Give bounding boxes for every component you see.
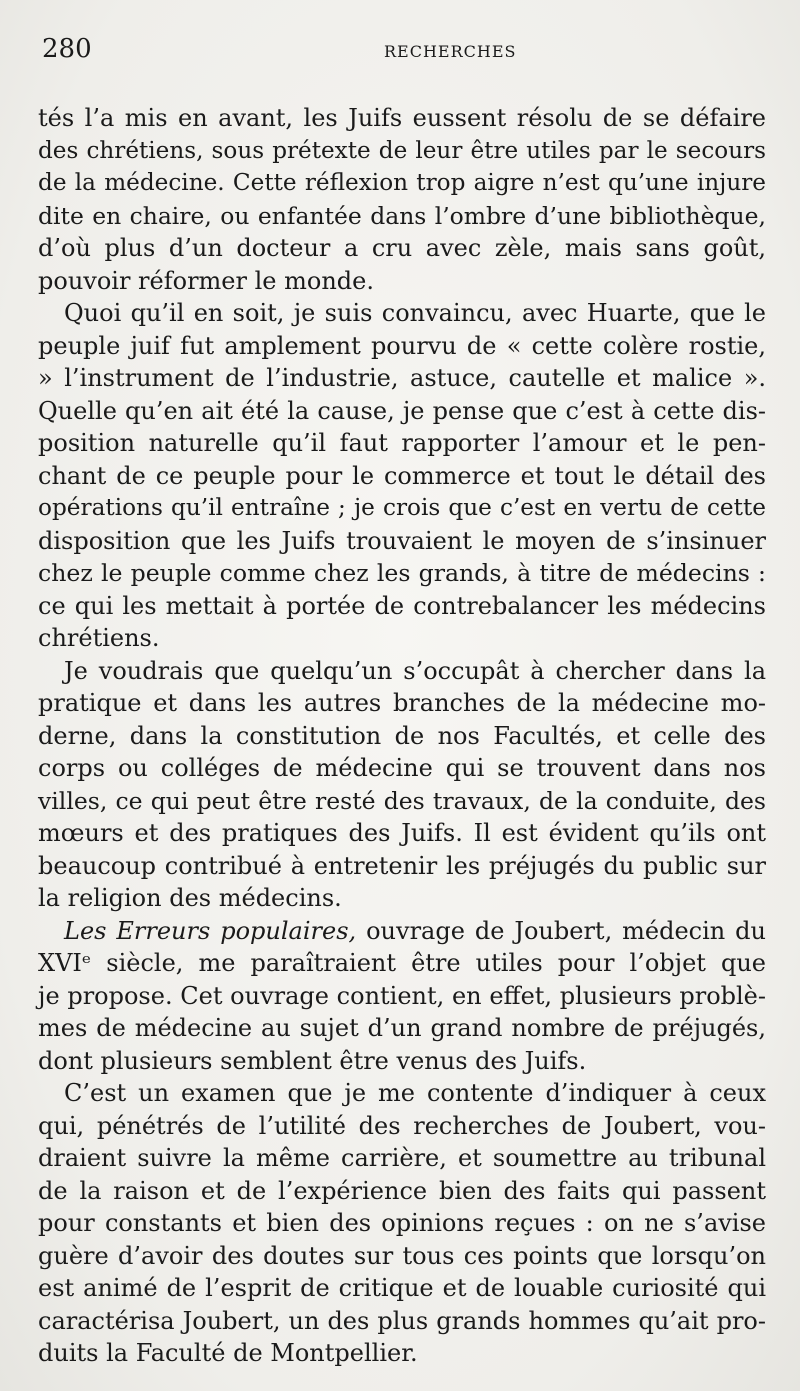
text-line: Quoi qu’il en soit, je suis convaincu, avec Huarte, que le: [64, 299, 766, 327]
paragraph-1: [38, 102, 766, 297]
text-line: beaucoup contribué à entretenir les préjugés du public sur: [38, 851, 766, 880]
text-line: Quelle qu’en ait été la cause, je pense que c’est à cette dis-: [38, 396, 766, 425]
text-line: de la médecine. Cette réflexion trop aigre n’est qu’une injure: [38, 170, 766, 196]
text-line: ce qui les mettait à portée de contrebalancer les médecins: [38, 591, 766, 620]
text-line: draient suivre la même carrière, et soumettre au tribunal: [38, 1144, 766, 1172]
running-head: [38, 34, 766, 74]
page-number: 280: [42, 34, 92, 64]
book-title: Les Erreurs populaires,: [64, 916, 357, 945]
text-line: tés l’a mis en avant, les Juifs eussent résolu de se défaire: [38, 104, 766, 132]
paragraph-4: [38, 915, 766, 1078]
text-line: pratique et dans les autres branches de la médecine mo-: [38, 689, 766, 717]
text-line: position naturelle qu’il faut rapporter l’amour et le pen-: [38, 429, 766, 457]
text-line: guère d’avoir des doutes sur tous ces points que lorsqu’on: [38, 1241, 766, 1270]
paragraph-5: [38, 1077, 766, 1370]
text-line: est animé de l’esprit de critique et de louable curiosité qui: [38, 1274, 766, 1302]
paragraph-2: [38, 297, 766, 655]
text-line: corps ou colléges de médecine qui se trouvent dans nos: [38, 754, 766, 782]
text-line: des chrétiens, sous prétexte de leur être utiles par le secours: [38, 137, 766, 164]
text-line: pouvoir réformer le monde.: [38, 266, 374, 295]
running-title: RECHERCHES: [384, 42, 517, 61]
text-line: duits la Faculté de Montpellier.: [38, 1339, 418, 1367]
text-line: chez le peuple comme chez les grands, à titre de médecins :: [38, 559, 766, 587]
text-line: de la raison et de l’expérience bien des faits qui passent: [38, 1176, 766, 1205]
text-line: caractérisa Joubert, un des plus grands hommes qu’ait pro-: [38, 1306, 766, 1335]
text-line: pour constants et bien des opinions reçues : on ne s’avise: [38, 1209, 766, 1237]
text-line: chant de ce peuple pour le commerce et tout le détail des: [38, 461, 766, 490]
text-line: chrétiens.: [38, 624, 160, 652]
text-line: C’est un examen que je me contente d’indiquer à ceux: [64, 1079, 766, 1107]
text-line: Je voudrais que quelqu’un s’occupât à chercher dans la: [64, 656, 766, 685]
text-line: dite en chaire, ou enfantée dans l’ombre d’une bibliothèque,: [38, 201, 766, 230]
text-line: opérations qu’il entraîne ; je crois que c’est en vertu de cette: [38, 494, 766, 521]
text-line: dont plusieurs semblent être venus des Juifs.: [38, 1046, 587, 1075]
text-fragment: ouvrage de Joubert, médecin du: [356, 916, 766, 945]
body-text: [38, 102, 766, 1370]
text-line: disposition que les Juifs trouvaient le moyen de s’insinuer: [38, 526, 766, 555]
text-line: mes de médecine au sujet d’un grand nombre de préjugés,: [38, 1014, 766, 1042]
text-line: la religion des médecins.: [38, 884, 342, 912]
paragraph-3: [38, 655, 766, 915]
text-line: derne, dans la constitution de nos Facultés, et celle des: [38, 721, 766, 750]
text-line: peuple juif fut amplement pourvu de « cette colère rostie,: [38, 331, 766, 360]
text-line: XVIᵉ siècle, me paraîtraient être utiles pour l’objet que: [38, 949, 766, 977]
text-line: mœurs et des pratiques des Juifs. Il est évident qu’ils ont: [38, 819, 766, 847]
text-line: [38, 915, 766, 948]
text-line: je propose. Cet ouvrage contient, en effet, plusieurs problè-: [38, 981, 766, 1010]
text-line: » l’instrument de l’industrie, astuce, cautelle et malice ».: [38, 364, 766, 392]
text-line: d’où plus d’un docteur a cru avec zèle, mais sans goût,: [38, 234, 766, 262]
text-line: qui, pénétrés de l’utilité des recherches de Joubert, vou-: [38, 1111, 766, 1140]
text-line: villes, ce qui peut être resté des travaux, de la conduite, des: [38, 786, 766, 815]
